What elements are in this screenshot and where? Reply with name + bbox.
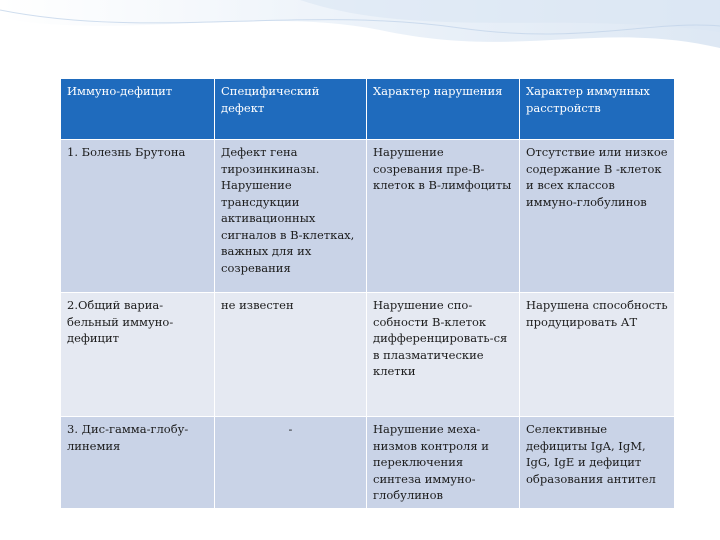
table-cell: Нарушена способность продуцировать АТ	[520, 293, 675, 417]
table-row	[61, 293, 675, 417]
table-cell: Дефект гена тирозинкиназы. Нарушение трансдукции активационных сигналов в В-клетках, важных для их созревания	[215, 140, 367, 293]
header-cell: Специфический дефект	[215, 79, 367, 140]
table-cell: -	[215, 417, 367, 509]
table-cell: 2.Общий вариа-бельный иммуно-дефицит	[61, 293, 215, 417]
table-cell: Селективные дефициты IgA, IgM, IgG, IgE и дефицит образования антител	[520, 417, 675, 509]
immunodeficiency-table	[60, 78, 675, 509]
table-cell: не известен	[215, 293, 367, 417]
table-cell: 1. Болезнь Брутона	[61, 140, 215, 293]
table-cell: Нарушение меха-низмов контроля и переключения синтеза иммуно-глобулинов	[367, 417, 520, 509]
table-cell: 3. Дис-гамма-глобу-линемия	[61, 417, 215, 509]
header-cell: Характер иммунных расстройств	[520, 79, 675, 140]
table-cell: Нарушение созревания пре-В-клеток в В-лимфоциты	[367, 140, 520, 293]
header-cell: Характер нарушения	[367, 79, 520, 140]
table-row	[61, 417, 675, 509]
table-row	[61, 140, 675, 293]
table-header-row	[61, 79, 675, 140]
header-cell: Иммуно-дефицит	[61, 79, 215, 140]
decorative-wave-banner	[0, 0, 720, 70]
table-cell: Отсутствие или низкое содержание В -клеток и всех классов иммуно-глобулинов	[520, 140, 675, 293]
table-cell: Нарушение спо-собности В-клеток дифференцировать-ся в плазматические клетки	[367, 293, 520, 417]
